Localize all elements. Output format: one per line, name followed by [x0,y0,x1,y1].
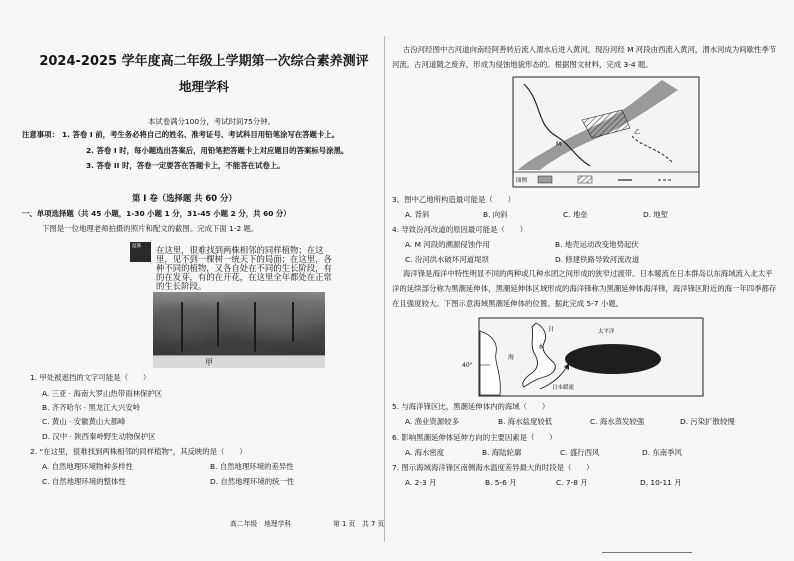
question-6-stem: 6. 影响黑潮延伸体延伸方向的主要因素是（ ） [392,433,557,442]
forest-photo [153,292,325,368]
question-3-option-c: C. 地垒 [563,210,588,219]
question-1-option-b: B. 齐齐哈尔 · 黑龙江大兴安岭 [42,403,141,412]
map2-ocean-label: 太平洋 [598,329,615,335]
question-1-option-c: C. 黄山 · 安徽黄山大都峰 [42,417,126,426]
question-5-option-a: A. 渔业资源较多 [405,417,459,426]
question-1-option-d: D. 汉中 · 陕西秦岭野生动物保护区 [42,432,156,441]
question-4-stem: 4. 导致汾河改道的原因最可能是（ ） [392,225,528,234]
question-7-option-c: C. 7-8 月 [556,478,588,487]
question-3-option-d: D. 地堑 [643,210,669,219]
question-1-stem: 1. 甲处被遮挡的文字可能是（ ） [30,373,151,382]
question-4-option-c: C. 汾河洪水破坏河道堤坝 [405,255,489,264]
question-2-option-b: B. 自然地理环境的差异性 [210,462,294,471]
map2-label-ben: 本 [538,344,545,351]
post-text: 在这里，很难找到两株相邻的同样植物；在这里，见不到一棵树一统天下的局面；在这里，各种不同的植物，又各自处在不同的生长阶段，有的在发芽，有的在开花，在这里全年都处在正常的生长阶段。 [156,245,332,291]
post-avatar [130,242,151,262]
exam-subject: 地理学科 [178,79,229,94]
question-4-option-d: D. 修建铁路导致河流改道 [555,255,640,264]
question-1-option-a: A. 三亚 · 海南大罗山热带雨林保护区 [42,389,163,398]
question-2-stem: 2. “在这里，很难找到两株相邻的同样植物”，其反映的是（ ） [30,447,247,456]
question-2-option-a: A. 自然地理环境物种多样性 [42,462,133,471]
question-6-option-d: D. 东南季风 [642,448,682,457]
question-5-option-d: D. 污染扩散较慢 [680,417,735,426]
exam-title: 2024-2025 学年度高二年级上学期第一次综合素养测评 [39,54,369,69]
question-6-option-b: B. 海陆轮廓 [482,448,522,457]
section-part: 一、单项选择题（共 45 小题，1-30 小题 1 分，31-45 小题 2 分，共 60 分） [22,209,291,218]
section-title: 第 I 卷（选择题 共 60 分） [132,193,237,203]
question-2-option-c: C. 自然地理环境的整体性 [42,477,126,486]
question-4-option-a: A. M 河段的溯源侵蚀作用 [405,240,490,249]
notice-item-1: 1. 答卷 I 前，考生务必将自己的姓名、准考证号、考试科目用铅笔涂写在答题卡上。 [62,130,340,139]
question-7-option-b: B. 5-6 月 [485,478,517,487]
notice-item-2: 2. 答卷 I 时，每小题选出答案后，用铅笔把答题卡上对应题目的答案标号涂黑。 [86,146,349,155]
material-3-4: 古汾河经图中古河道向南经阿善转后流入渭水后进入黄河，现汾河经 M 河段由西流入黄河，渭水河成为间歇性季节河流。古河道随之废弃，形成为侵蚀地貌形态的。根据图文材料，完成 3-4 题。 [392,45,777,69]
material-5-7: 海洋锋是海洋中特性明显不同的两种或几种水团之间形成的狭窄过渡带。日本暖流在日本群岛以东海域流入北太平洋的延续部分称为黑潮延伸体，黑潮延伸体区域形成的海洋锋称为黑潮延伸体海洋锋，海洋锋区附近的海一年四季都存在且强度较大。下图示意海域黑潮延伸体的位置。据此完成 5-7 小题。 [392,269,777,308]
question-3-option-a: A. 背斜 [405,210,430,219]
score-line: 本试卷满分100分，考试时间75分钟。 [148,117,275,126]
map1-label-m: M [556,141,562,148]
notice-item-3: 3. 答卷 II 时，答卷一定要答在答题卡上，不能答在试卷上。 [86,161,285,170]
question-3-stem: 3。图中乙地所构造最可能是（ ） [392,195,515,204]
footer-rule [602,552,692,553]
intro-1-2: 下图是一位地理老师拍摄的照片和配文的截图。完成下面 1-2 题。 [42,224,259,233]
question-2-option-d: D. 自然地理环境的统一性 [210,477,295,486]
question-4-option-b: B. 地壳运动改变地势起伏 [555,240,639,249]
footer-page: 第 1 页 共 7 页 [333,520,385,528]
fenhe-map [512,76,700,188]
notice-label: 注意事项： [22,130,59,139]
question-7-option-d: D. 10-11 月 [640,478,682,487]
question-3-option-b: B. 向斜 [483,210,508,219]
map1-label-yi: 乙 [634,129,641,136]
post-user: 温馨 [132,244,141,249]
kuroshio-extension [565,344,661,374]
kuroshio-map [478,317,704,397]
question-5-option-c: C. 海水蒸发较强 [590,417,645,426]
map2-latitude-label: 40° [462,362,473,369]
question-7-stem: 7. 图示海域海洋锋区南侧海水温度差异最大的时段是（ ） [392,463,594,472]
map2-label-ri: 日 [548,326,555,333]
column-divider [384,36,385,542]
map2-label-sea: 海 [508,354,515,361]
photo-label: 甲 [205,358,213,367]
question-6-option-a: A. 海水密度 [405,448,445,457]
question-6-option-c: C. 盛行西风 [560,448,600,457]
question-5-option-b: B. 海水盐度较低 [498,417,553,426]
question-5-stem: 5. 与海洋锋区比，黑潮延伸体内的海域（ ） [392,402,550,411]
question-7-option-a: A. 2-3 月 [405,478,437,487]
footer-grade-subject: 高二年级 地理学科 [230,520,292,528]
map1-legend-title: 图例 [516,178,528,184]
map2-current-label: 日本暖流 [552,385,575,391]
